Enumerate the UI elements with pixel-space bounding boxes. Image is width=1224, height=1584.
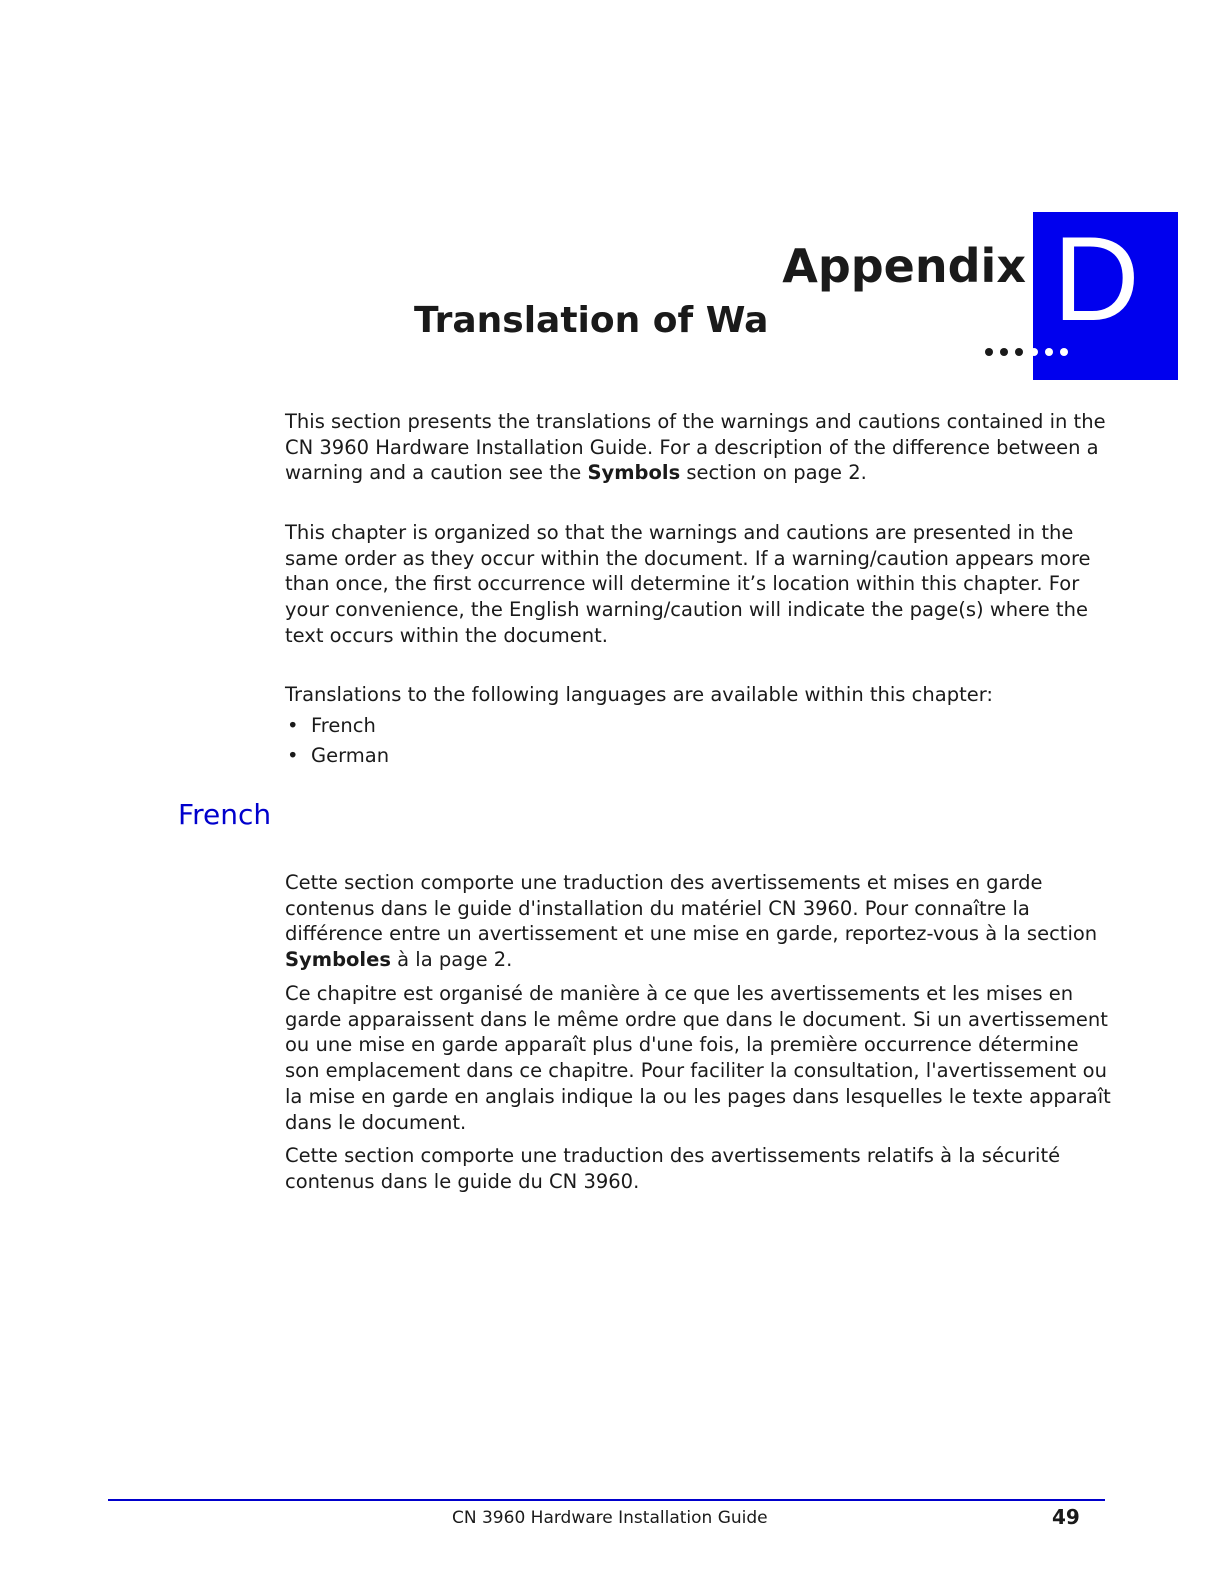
french-paragraph-3: Cette section comporte une traduction des avertissements relatifs à la sécurité contenus dans le guide du CN 3960.: [285, 1144, 1061, 1193]
dot-icon: [1060, 348, 1068, 356]
appendix-letter: D: [1053, 212, 1140, 346]
french-p1-end: à la page 2.: [390, 948, 513, 972]
french-paragraph-1: [285, 870, 1115, 973]
intro-paragraph-3: Translations to the following languages are available within this chapter:: [285, 683, 993, 706]
list-item: • French: [285, 711, 389, 741]
dot-icon: [985, 348, 993, 356]
language-list: [285, 711, 389, 771]
symbols-reference: Symbols: [587, 461, 681, 485]
appendix-label: Appendix: [782, 239, 1026, 293]
intro-paragraph-1: [285, 409, 1115, 486]
section-heading-french: French: [178, 798, 272, 831]
intro-p1-text: This section presents the translations of the warnings and cautions contained in the CN 3960 Hardware Installation Guide. For a description of the difference between a warning and a caution see the: [285, 410, 1106, 485]
french-paragraph-2: Ce chapitre est organisé de manière à ce que les avertissements et les mises en garde apparaissent dans le même ordre que dans le document. Si un avertissement ou une mise en garde apparaît plus d'une fois, la première occurrence détermine son emplacement dans ce chapitre. Pour faciliter la consultation, l'avertissement ou la mise en garde en anglais indique la ou les pages dans lesquelles le texte apparaît dans le document.: [285, 982, 1111, 1134]
decorative-dots: [985, 346, 1068, 358]
footer-divider: [108, 1499, 1105, 1501]
chapter-title: Translation of Wa: [414, 300, 769, 341]
dot-icon: [1000, 348, 1008, 356]
dot-icon: [1015, 348, 1023, 356]
footer-guide-title: CN 3960 Hardware Installation Guide: [452, 1508, 768, 1528]
symboles-reference: Symboles: [285, 948, 391, 972]
intro-paragraph-2: This chapter is organized so that the warnings and cautions are presented in the same order as they occur within the document. If a warning/caution appears more than once, the first occurrence will determine it’s location within this chapter. For your convenience, the English warning/caution will indicate the page(s) where the text occurs within the document.: [285, 521, 1091, 647]
dot-icon: [1030, 348, 1038, 356]
list-item: • German: [285, 741, 389, 771]
page-number: 49: [1052, 1505, 1080, 1529]
french-p1-text: Cette section comporte une traduction des avertissements et mises en garde contenus dans le guide d'installation du matériel CN 3960. Pour connaître la différence entre un avertissement et une mise en garde, reportez-vous à la section: [285, 871, 1098, 946]
intro-p1-end: section on page 2.: [680, 461, 867, 485]
dot-icon: [1045, 348, 1053, 356]
